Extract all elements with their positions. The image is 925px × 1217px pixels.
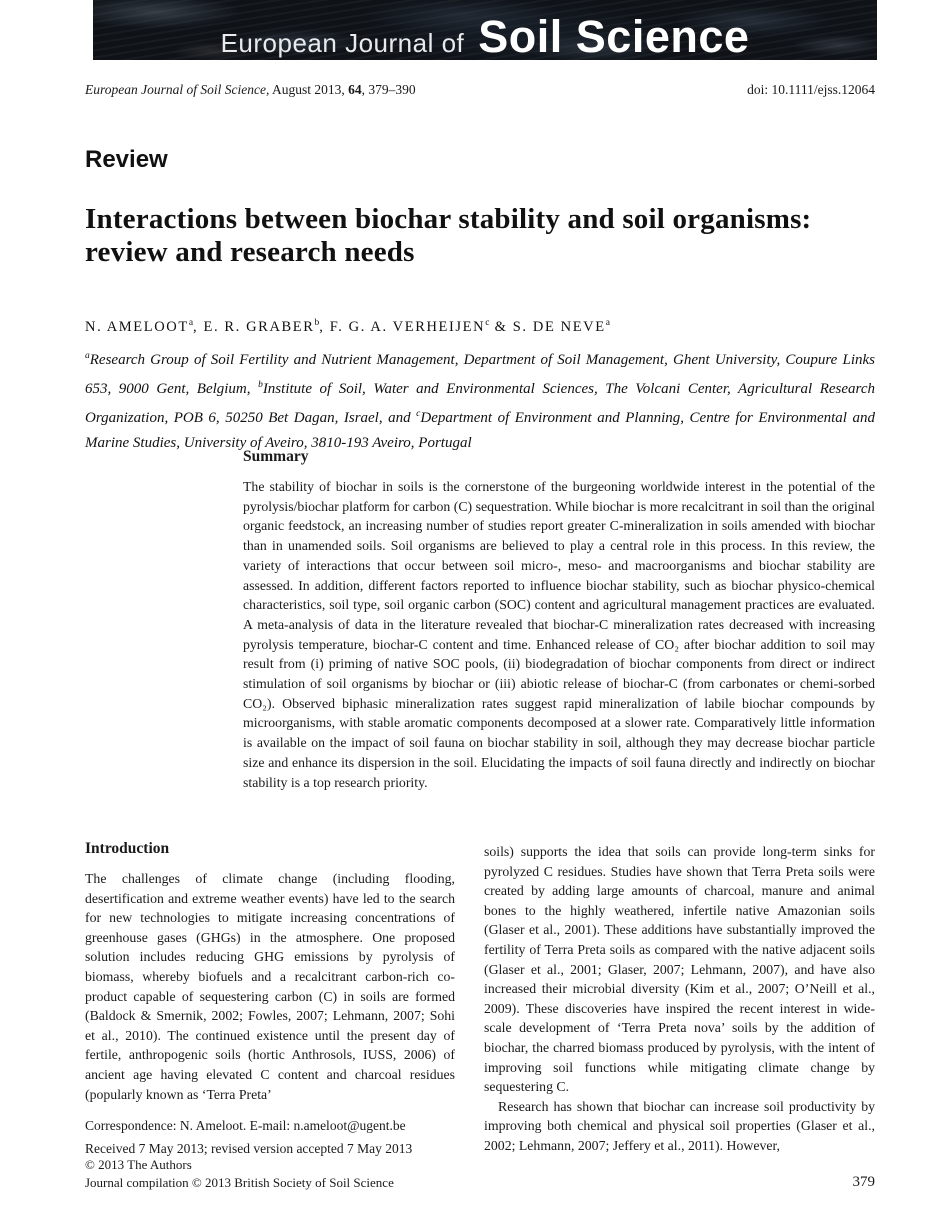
author-separator: , <box>193 318 204 335</box>
author-name: F. G. A. VERHEIJEN <box>329 318 486 335</box>
citation-volume: 64 <box>348 82 362 97</box>
doi-text: doi: 10.1111/ejss.12064 <box>747 82 875 97</box>
introduction-heading: Introduction <box>85 840 170 857</box>
citation-pages: , 379–390 <box>361 82 416 97</box>
author-name: N. AMELOOT <box>85 318 189 335</box>
citation-row <box>85 82 875 98</box>
body-paragraph: Research has shown that biochar can increase soil productivity by improving both chemical and physical soil properties (Glaser et al., 2002; Lehmann, 2007; Jeffery et al., 2011). However, <box>484 1098 875 1153</box>
article-type-label: Review <box>85 146 168 173</box>
article-title: Interactions between biochar stability and soil organisms: review and research needs <box>85 203 812 268</box>
right-column <box>484 840 875 1160</box>
copyright-line-1: © 2013 The Authors <box>85 1157 192 1172</box>
copyright-block <box>85 1156 394 1191</box>
authors-line <box>85 318 875 336</box>
summary-section <box>243 448 875 792</box>
affiliation-mark: c <box>416 409 421 419</box>
author-separator: & <box>489 318 513 335</box>
citation-issue: , August 2013, <box>265 82 349 97</box>
summary-heading: Summary <box>243 448 309 465</box>
affiliation-text: Research Group of Soil Fertility and Nutrient Management, Department of Soil Management, Ghent University, Coupure Links 653, 9000 Gent, Belgium, <box>85 352 875 397</box>
copyright-line-2: Journal compilation © 2013 British Society of Soil Science <box>85 1174 394 1190</box>
citation-text <box>85 82 416 98</box>
author-affiliation-mark: a <box>188 318 194 328</box>
affiliation-mark: b <box>258 380 263 390</box>
journal-prefix-text: European Journal of <box>220 28 465 58</box>
page-footer <box>85 1156 875 1191</box>
author-name: E. R. GRABER <box>203 318 315 335</box>
page-number: 379 <box>852 1174 875 1190</box>
correspondence-line: Correspondence: N. Ameloot. E-mail: n.ameloot@ugent.be <box>85 1118 406 1134</box>
author-name: S. DE NEVE <box>512 318 606 335</box>
journal-banner <box>93 0 877 60</box>
affiliation-text: Institute of Soil, Water and Environmental Sciences, The Volcani Center, Agricultural Research Organization, POB 6, 50250 Bet Dagan, Israel, and <box>85 381 875 426</box>
affiliation-text: Department of Environment and Planning, Centre for Environmental and Marine Studies, University of Aveiro, 3810-193 Aveiro, Portugal <box>85 410 875 451</box>
summary-body: The stability of biochar in soils is the cornerstone of the burgeoning worldwide interest in the potential of the pyrolysis/biochar platform for carbon (C) sequestration. While biochar is more recalcitrant in soil than the original organic feedstock, an increasing number of studies report greater C-mineralization in soils amended with biochar than in unamended soils. Soil organisms are believed to play a central role in this process. In this review, the variety of interactions that occur between soil micro-, meso- and macroorganisms and biochar stability are assessed. In addition, different factors reported to influence biochar stability, such as biochar physico-chemical characteristics, soil type, soil organic carbon (SOC) content and agricultural management practices are evaluated. A meta-analysis of data in the literature revealed that biochar-C mineralization rates decreased with increasing pyrolysis temperature, biochar-C content and time. Enhanced release of CO₂ after biochar addition to soil may result from (i) priming of native SOC pools, (ii) biodegradation of biochar components from direct or indirect stimulation of soil organisms by biochar or (iii) abiotic release of biochar-C (from carbonates or chemi-sorbed CO₂). Observed biphasic mineralization rates suggest rapid mineralization of labile biochar compounds by microorganisms, with stable aromatic components decomposed at a slower rate. Comparatively little information is available on the impact of soil fauna on biochar stability in soil, although they may decrease biochar particle size and enhance its dispersion in the soil. Elucidating the impacts of soil fauna directly and indirectly on biochar stability is a top research priority. <box>243 479 875 790</box>
left-column <box>85 840 455 1160</box>
journal-name-text: Soil Science <box>478 11 750 62</box>
introduction-paragraph: The challenges of climate change (including flooding, desertification and extreme weather events) have led to the search for new technologies to mitigate increasing concentrations of greenhouse gases (GHGs) in the atmosphere. One proposed solution includes reducing GHG emissions by pyrolysis of biomass, whereby biofuels and a recalcitrant carbon-rich co-product capable of sequestering carbon (C) in soils are formed (Baldock & Smernik, 2002; Fowles, 2007; Lehmann, 2007; Sohi et al., 2010). The continued existence until the present day of fertile, anthropogenic soils (hortic Anthrosols, IUSS, 2006) of ancient age having elevated C content and charcoal residues (popularly known as ‘Terra Preta’ <box>85 871 455 1102</box>
affiliation-mark: a <box>85 351 90 361</box>
affiliations-block <box>85 344 875 456</box>
author-separator: , <box>319 318 330 335</box>
author-affiliation-mark: c <box>485 318 490 328</box>
citation-journal: European Journal of Soil Science <box>85 82 266 97</box>
author-affiliation-mark: b <box>314 318 320 328</box>
author-affiliation-mark: a <box>605 318 610 328</box>
correspondence-block <box>85 1115 455 1160</box>
received-line: Received 7 May 2013; revised version accepted 7 May 2013 <box>85 1140 413 1156</box>
article-body-columns <box>85 840 875 1160</box>
body-paragraph: soils) supports the idea that soils can provide long-term sinks for pyrolyzed C residues. Studies have shown that Terra Preta soils were created by adding large amounts of charcoal, manure and animal bones to the highly weathered, infertile native Amazonian soils (Glaser et al., 2001). These additions have substantially improved the fertility of Terra Preta soils as compared with the native adjacent soils (Glaser et al., 2001; Glaser, 2007; Lehmann, 2007), and have also increased their microbial diversity (Kim et al., 2007; O’Neill et al., 2009). These discoveries have inspired the recent interest in wide-scale development of ‘Terra Preta nova’ soils by the addition of biochar, the charred biomass produced by pyrolysis, with the intent of improving soil functions while mitigating climate change by sequestering C. <box>484 844 875 1095</box>
